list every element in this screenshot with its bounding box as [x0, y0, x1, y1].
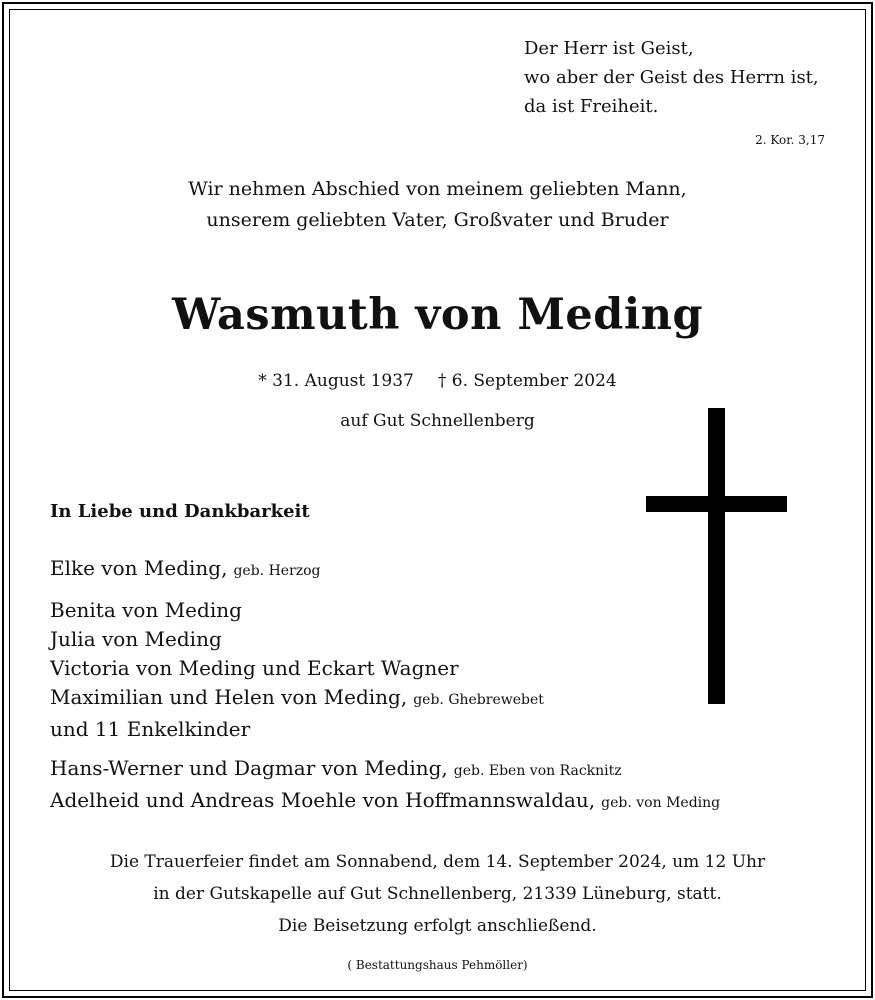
place-of-death: auf Gut Schnellenberg — [340, 411, 535, 431]
mourner-name: Benita von Meding — [50, 598, 242, 622]
list-item — [50, 754, 720, 786]
cross-horizontal-beam — [646, 496, 787, 512]
mourner-name: und 11 Enkelkinder — [50, 717, 251, 741]
verse-reference: 2. Kor. 3,17 — [755, 133, 825, 147]
funeral-line: Die Trauerfeier findet am Sonnabend, dem 14. September 2024, um 12 Uhr — [109, 852, 766, 872]
intro-text — [0, 174, 875, 236]
list-item — [50, 596, 544, 625]
funeral-line: in der Gutskapelle auf Gut Schnellenberg, 21339 Lüneburg, statt. — [153, 884, 722, 904]
verse-line: wo aber der Geist des Herrn ist, — [524, 67, 819, 88]
intro-line: unserem geliebten Vater, Großvater und Bruder — [206, 209, 669, 231]
spouse-entry — [50, 556, 321, 580]
mourner-birth-name: geb. Ghebrewebet — [413, 692, 544, 708]
verse-line: Der Herr ist Geist, — [524, 38, 694, 59]
mourner-name: Maximilian und Helen von Meding, — [50, 685, 408, 709]
birth-date: * 31. August 1937 — [258, 371, 414, 391]
list-item — [50, 654, 544, 683]
mourner-birth-name: geb. Eben von Racknitz — [453, 763, 622, 779]
list-item — [50, 683, 544, 715]
mourners-heading: In Liebe und Dankbarkeit — [50, 501, 310, 522]
mourner-name: Julia von Meding — [50, 627, 222, 651]
undertaker-credit: ( Bestattungshaus Pehmöller) — [347, 958, 528, 972]
mourner-name: Adelheid und Andreas Moehle von Hoffmannswaldau, — [50, 788, 596, 812]
funeral-notice — [0, 846, 875, 910]
mourner-name: Hans-Werner und Dagmar von Meding, — [50, 756, 448, 780]
list-item — [50, 625, 544, 654]
children-list — [50, 596, 544, 744]
spouse-name: Elke von Meding, — [50, 556, 228, 580]
intro-line: Wir nehmen Abschied von meinem geliebten Mann, — [188, 178, 687, 200]
verse-line: da ist Freiheit. — [524, 96, 659, 117]
spouse-birth-name: geb. Herzog — [233, 563, 321, 579]
bible-verse — [524, 34, 819, 121]
deceased-name: Wasmuth von Meding — [171, 290, 704, 340]
cross-vertical-beam — [708, 408, 725, 704]
list-item — [50, 715, 544, 744]
mourner-name: Victoria von Meding und Eckart Wagner — [50, 656, 459, 680]
burial-notice: Die Beisetzung erfolgt anschließend. — [278, 916, 597, 936]
life-dates — [0, 371, 875, 391]
mourner-birth-name: geb. von Meding — [601, 795, 721, 811]
siblings-list — [50, 754, 720, 818]
death-date: † 6. September 2024 — [437, 371, 617, 391]
list-item — [50, 786, 720, 818]
